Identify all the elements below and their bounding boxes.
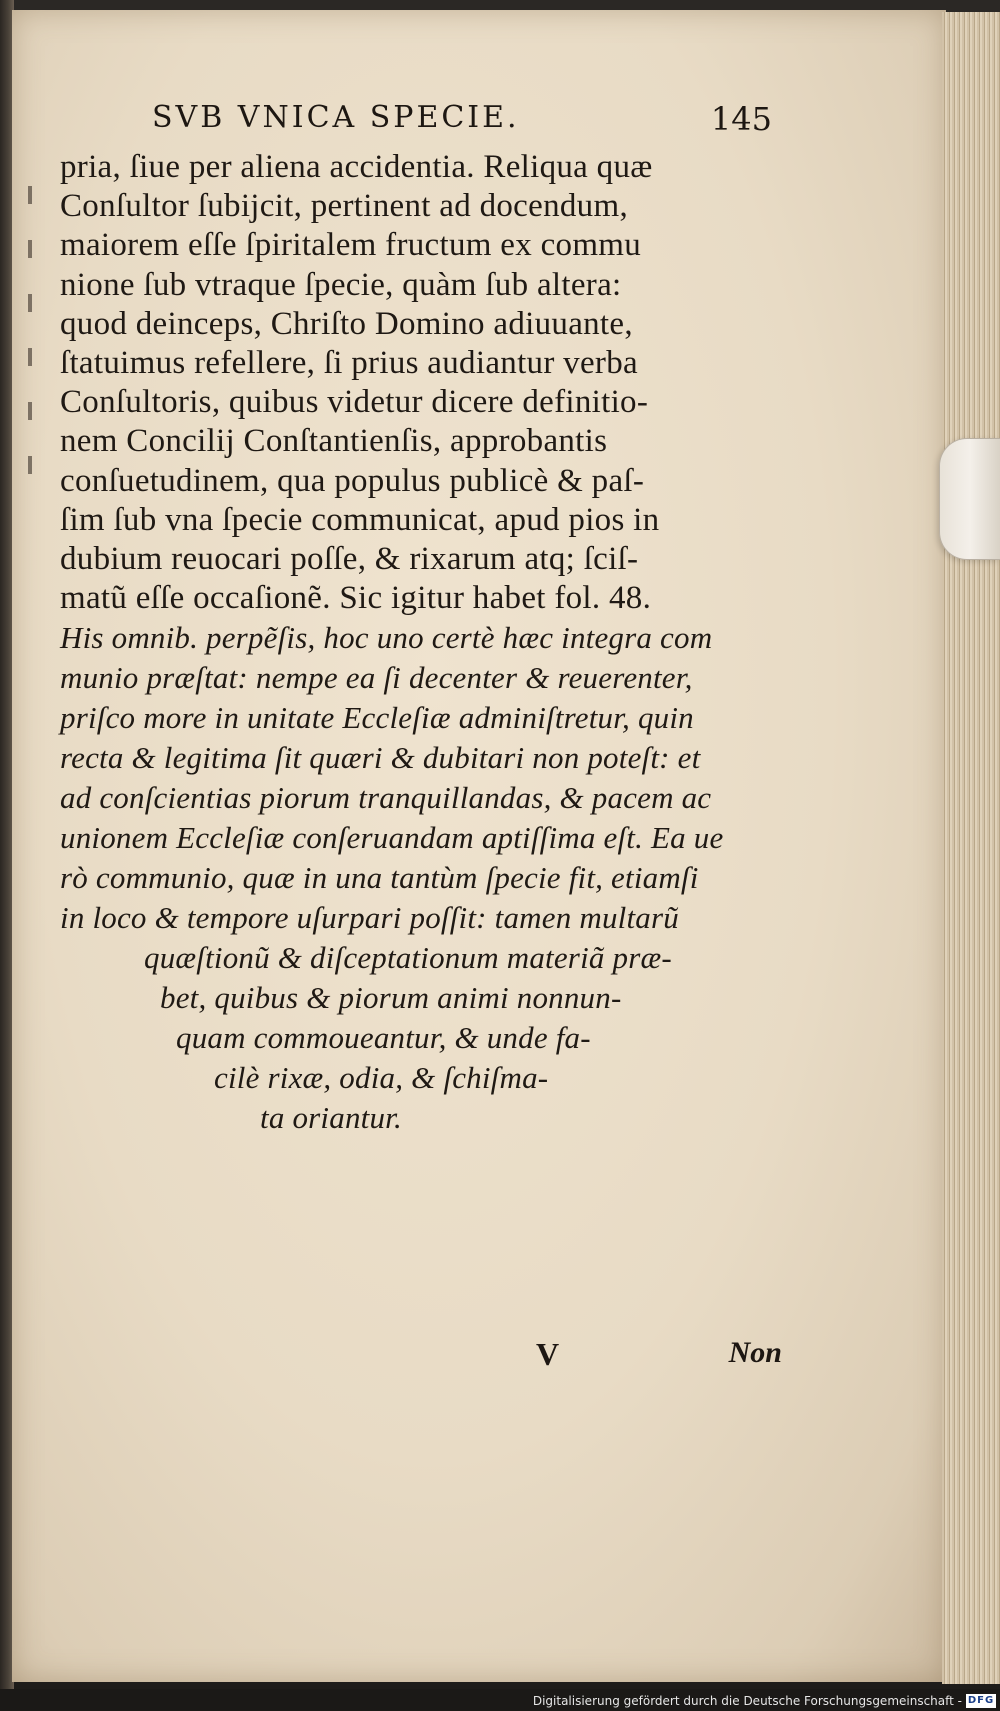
text-block: [60, 148, 770, 1138]
dfg-logo-icon: DFG: [967, 1695, 995, 1706]
page-header: [152, 100, 772, 144]
text-line: dubium reuocari poſſe, & rixarum atq; ſciſ-: [60, 541, 639, 578]
text-line: pria, ſiue per aliena accidentia. Reliqua quæ: [60, 149, 653, 185]
running-head: SVB VNICA SPECIE.: [152, 100, 520, 135]
tapered-text-line: quæſtionũ & diſceptationum materiã præ-: [144, 940, 672, 976]
text-line: ſim ſub vna ſpecie communicat, apud pios in: [60, 501, 660, 538]
text-line: ſtatuimus refellere, ſi prius audiantur verba: [60, 345, 638, 382]
tapered-text-line: cilè rixæ, odia, & ſchiſma-: [214, 1060, 549, 1096]
credit-bar: [0, 1689, 1000, 1711]
quoted-text-line: munio præſtat: nempe ea ſi decenter & reuerenter,: [60, 660, 693, 696]
tapered-text-line: ta oriantur.: [260, 1100, 402, 1136]
digitization-credit: Digitalisierung gefördert durch die Deutsche Forschungsgemeinschaft -: [532, 1694, 962, 1708]
quoted-text-line: ad conſcientias piorum tranquillandas, & pacem ac: [60, 780, 712, 816]
text-line: conſuetudinem, qua populus publicè & paſ-: [60, 462, 645, 499]
page-paper: [12, 10, 946, 1682]
text-line: nione ſub vtraque ſpecie, quàm ſub altera:: [60, 266, 622, 303]
quoted-text-line: priſco more in unitate Eccleſiæ adminiſtretur, quin: [60, 700, 694, 736]
quoted-text-line: in loco & tempore uſurpari poſſit: tamen multarũ: [60, 900, 679, 936]
text-line: nem Concilij Conſtantienſis, approbantis: [60, 423, 608, 460]
quoted-text-line: unionem Eccleſiæ conſeruandam aptiſſima eſt. Ea ue: [60, 820, 724, 856]
quoted-text-line: recta & legitima ſit quæri & dubitari non poteſt: et: [60, 740, 701, 776]
signature-mark: V: [536, 1336, 560, 1372]
page-footer: [512, 1336, 782, 1376]
text-line: matũ eſſe occaſionẽ. Sic igitur habet fol. 48.: [60, 580, 652, 617]
catchword: Non: [728, 1336, 782, 1369]
quoted-text-line: rò communio, quæ in una tantùm ſpecie fit, etiamſi: [60, 860, 699, 896]
bookmark-tab: [939, 438, 1000, 560]
quoted-text-line: His omnib. perpẽſis, hoc uno certè hæc integra com: [60, 620, 713, 656]
tapered-text-line: quam commoueantur, & unde fa-: [176, 1020, 591, 1056]
text-line: quod deinceps, Chriſto Domino adiuuante,: [60, 305, 633, 342]
binding-marks: [26, 150, 38, 750]
text-line: Conſultoris, quibus videtur dicere definitio-: [60, 384, 649, 421]
text-line: Conſultor ſubijcit, pertinent ad docendum,: [60, 188, 628, 225]
tapered-text-line: bet, quibus & piorum animi nonnun-: [160, 980, 622, 1016]
text-line: maiorem eſſe ſpiritalem fructum ex commu: [60, 227, 642, 264]
page-stack-edges: [942, 12, 1000, 1684]
page-number: 145: [710, 100, 772, 138]
